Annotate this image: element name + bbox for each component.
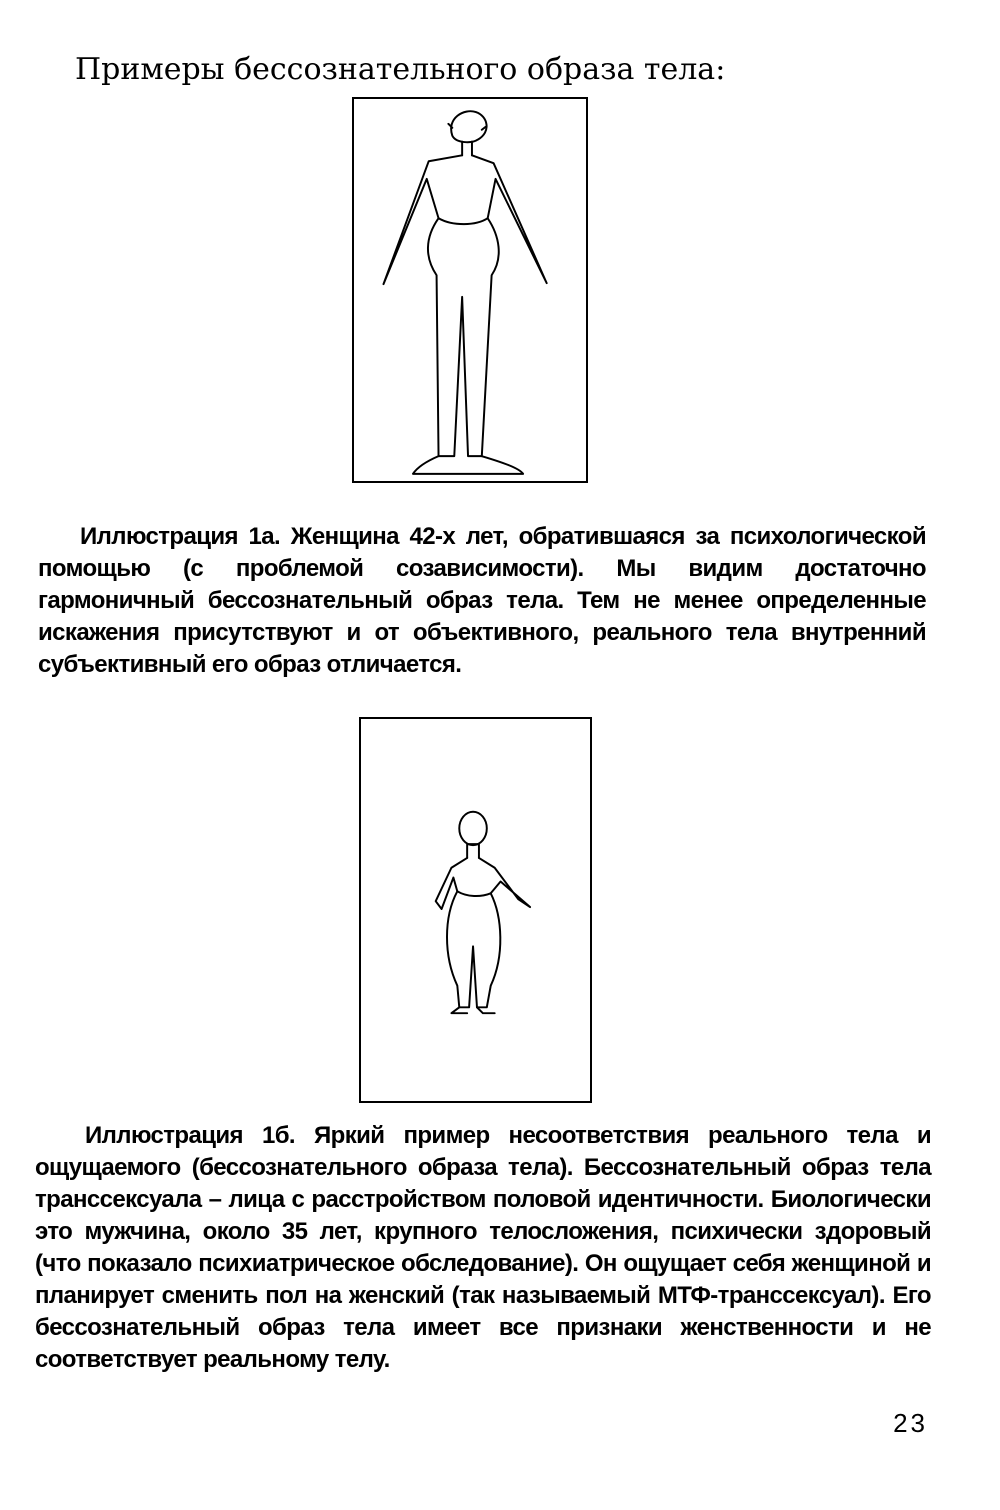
figure-1b-feet <box>451 1007 494 1013</box>
figure-1b-right-arm <box>479 858 530 907</box>
figure-1b-head <box>459 812 487 845</box>
figure-1a-drawing <box>354 99 586 481</box>
figure-1a-frame <box>352 97 588 483</box>
figure-1a-feet <box>413 456 523 474</box>
figure-1a-left-arm <box>383 155 462 284</box>
figure-1b-neck <box>467 845 479 858</box>
figure-1a-hair <box>448 124 485 130</box>
figure-1a-body <box>428 218 499 456</box>
figure-1a-head <box>451 111 486 142</box>
figure-1b-left-arm <box>436 858 467 909</box>
page-number: 23 <box>893 1408 928 1438</box>
figure-1b-frame <box>359 717 592 1103</box>
figure-1b-caption: Иллюстрация 1б. Яркий пример несоответствия реального тела и ощущаемого (бессознательного образа тела). Бессознательный образ тела транссексуала – лица с расстройством половой идентичности. Биологически это мужчина, около 35 лет, крупного телосложения, психически здоровый (что показало психиатрическое обследование). Он ощущает себя женщиной и планирует сменить пол на женский (так называемый МТФ-транссексуал). Его бессознательный образ тела имеет все признаки женственности и не соответствует реальному телу. <box>35 1122 931 1373</box>
figure-1a-neck <box>462 142 472 156</box>
figure-1b-body <box>447 891 500 1007</box>
figure-1a-caption: Иллюстрация 1а. Женщина 42-х лет, обратившаяся за психологической помощью (с проблемой созависимости). Мы видим достаточно гармоничный бессознательный образ тела. Тем не менее определенные искажения присутствуют и от объективного, реального тела внутренний субъективный его образ отличается. <box>38 523 926 678</box>
page-heading: Примеры бессознательного образа тела: <box>75 52 726 87</box>
figure-1b-drawing <box>361 719 590 1101</box>
figure-1a-right-arm <box>472 155 547 283</box>
